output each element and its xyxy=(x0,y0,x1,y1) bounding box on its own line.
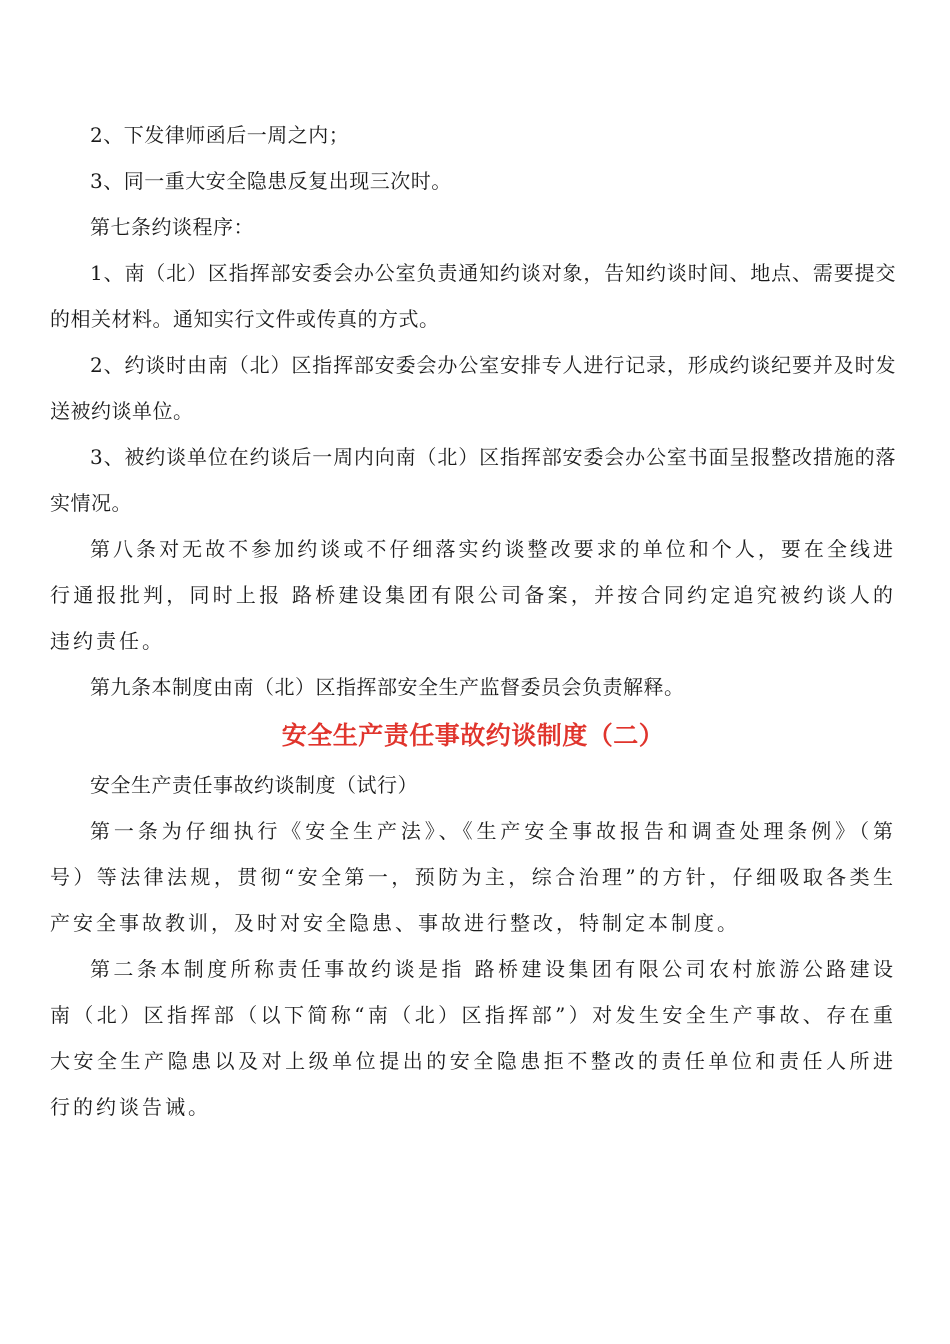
paragraph-subtitle: 安全生产责任事故约谈制度（试行） xyxy=(90,773,418,797)
paragraph-article-2: 第二条本制度所称责任事故约谈是指 路桥建设集团有限公司农村旅游公路建设南（北）区指挥部（以下简称“南（北）区指挥部”）对发生安全生产事故、存在重大安全生产隐患以及对上级单位提出的安全隐患拒不整改的责任单位和责任人所进行的约谈告诫。 xyxy=(50,957,896,1119)
paragraph-article-9: 第九条本制度由南（北）区指挥部安全生产监督委员会负责解释。 xyxy=(90,675,685,699)
paragraph-article-7: 第七条约谈程序： xyxy=(90,215,254,239)
paragraph-item-2: 2、下发律师函后一周之内； xyxy=(90,123,350,147)
document-body xyxy=(50,112,896,1130)
paragraph-article-8: 第八条对无故不参加约谈或不仔细落实约谈整改要求的单位和个人，要在全线进行通报批判，同时上报 路桥建设集团有限公司备案，并按合同约定追究被约谈人的违约责任。 xyxy=(50,537,896,653)
section-title: 安全生产责任事故约谈制度（二） xyxy=(281,721,665,750)
paragraph-procedure-2: 2、约谈时由南（北）区指挥部安委会办公室安排专人进行记录，形成约谈纪要并及时发送被约谈单位。 xyxy=(50,353,896,423)
paragraph-procedure-3: 3、被约谈单位在约谈后一周内向南（北）区指挥部安委会办公室书面呈报整改措施的落实情况。 xyxy=(50,445,896,515)
paragraph-procedure-1: 1、南（北）区指挥部安委会办公室负责通知约谈对象，告知约谈时间、地点、需要提交的相关材料。通知实行文件或传真的方式。 xyxy=(50,261,896,331)
paragraph-article-1: 第一条为仔细执行《安全生产法》、《生产安全事故报告和调查处理条例》（第 号）等法律法规，贯彻“安全第一，预防为主，综合治理”的方针，仔细吸取各类生产安全事故教训，及时对安全隐患、事故进行整改，特制定本制度。 xyxy=(50,819,896,935)
paragraph-item-3: 3、同一重大安全隐患反复出现三次时。 xyxy=(90,169,452,193)
